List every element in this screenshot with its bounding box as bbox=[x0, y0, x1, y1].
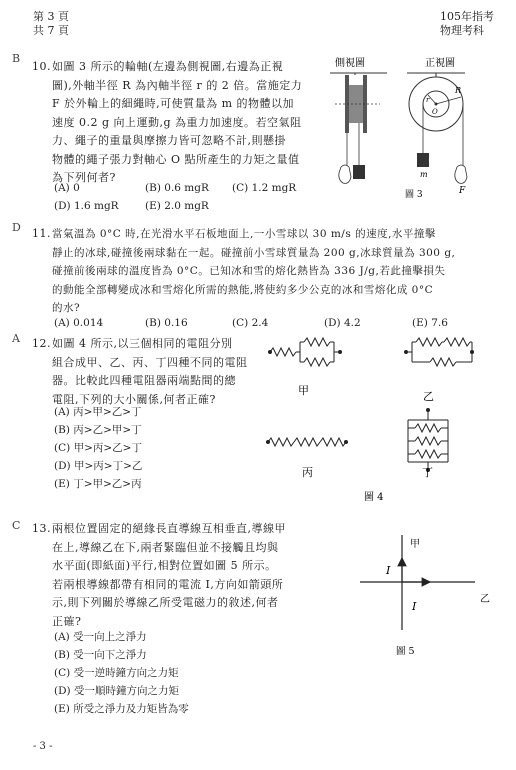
q10-line: 物體的繩子張力對軸心 O 點所產生的力矩之量值 bbox=[52, 152, 300, 166]
label-wire-jia: 甲 bbox=[410, 539, 420, 550]
q10-line: 力、繩子的重量與摩擦力皆可忽略不計,則懸掛 bbox=[52, 134, 286, 147]
q10-line: 圖),外軸半徑 R 為內軸半徑 r 的 2 倍。當施定力 bbox=[52, 78, 303, 92]
q13-line: 在上,導線乙在下,兩者緊臨但並不接觸且均與 bbox=[52, 540, 279, 554]
q13-option-e[interactable]: (E) 所受之淨力及力矩皆為零 bbox=[54, 703, 189, 715]
label-O: O bbox=[432, 108, 438, 116]
q13-question bbox=[52, 520, 352, 631]
front-view-mass-block bbox=[417, 153, 429, 167]
q13-option-b[interactable]: (B) 受一向下之淨力 bbox=[54, 649, 147, 661]
q10-option-c[interactable]: (C) 1.2 mgR bbox=[232, 182, 297, 194]
q12-option-b[interactable]: (B) 丙>乙>甲>丁 bbox=[54, 424, 142, 436]
label-ding: 丁 bbox=[422, 466, 433, 479]
figure-4-caption: 圖 4 bbox=[364, 492, 384, 503]
q12-question bbox=[52, 335, 282, 409]
label-m: m bbox=[420, 170, 428, 179]
q11-line: 的動能全部轉變成冰和雪熔化所需的熱能,將使約多少公克的冰和雪熔化成 0°C bbox=[52, 283, 434, 296]
label-jia: 甲 bbox=[298, 384, 309, 397]
hand-icon bbox=[455, 165, 467, 183]
q11-line: 當氣溫為 0°C 時,在光滑水平石板地面上,一小雪球以 30 m/s 的速度,水平撞擊 bbox=[52, 228, 436, 240]
side-view-mass-block bbox=[353, 165, 365, 179]
q13-line: 水平面(即紙面)平行,相對位置如圖 5 所示。 bbox=[52, 559, 277, 572]
q10-line: 速度 0.2 g 向上運動,g 為重力加速度。若空氣阻 bbox=[52, 115, 302, 129]
q13-line: 正確? bbox=[52, 614, 82, 628]
q13-line: 示,則下列關於導線乙所受電磁力的敘述,何者 bbox=[52, 596, 279, 609]
q10-option-d[interactable]: (D) 1.6 mgR bbox=[54, 200, 119, 212]
q12-option-a[interactable]: (A) 丙>甲>乙>丁 bbox=[54, 406, 142, 418]
q10-number: 10. bbox=[32, 60, 51, 73]
q11-option-d[interactable]: (D) 4.2 bbox=[324, 317, 361, 329]
q12-option-d[interactable]: (D) 甲>丙>丁>乙 bbox=[54, 460, 143, 472]
q11-question bbox=[52, 225, 502, 318]
footer-page-number: - 3 - bbox=[33, 741, 53, 752]
q13-answer-mark: C bbox=[12, 519, 21, 532]
subject-title: 物理考科 bbox=[440, 24, 484, 37]
q10-answer-mark: B bbox=[12, 52, 21, 65]
q10-option-e[interactable]: (E) 2.0 mgR bbox=[145, 200, 209, 212]
q13-options bbox=[54, 628, 189, 718]
figure-5-wires bbox=[360, 530, 500, 665]
label-r: r bbox=[426, 96, 430, 104]
q10-line: 如圖 3 所示的輪軸(左邊為側視圖,右邊為正視 bbox=[52, 60, 284, 73]
q10-line: F 於外輪上的細繩時,可使質量為 m 的物體以加 bbox=[52, 97, 295, 110]
q11-line: 靜止的冰球,碰撞後兩球黏在一起。碰撞前小雪球質量為 200 g,冰球質量為 300 g, bbox=[52, 246, 456, 259]
q12-option-c[interactable]: (C) 甲>丙>乙>丁 bbox=[54, 442, 142, 454]
figure-5-caption: 圖 5 bbox=[396, 646, 415, 657]
q11-line: 碰撞前後兩球的溫度皆為 0°C。已知冰和雪的熔化熱皆為 336 J/g,若此撞擊損失 bbox=[52, 265, 446, 277]
q11-option-b[interactable]: (B) 0.16 bbox=[145, 317, 188, 329]
q12-line: 如圖 4 所示,以三個相同的電阻分別 bbox=[52, 337, 233, 350]
q10-line: 為下列何者? bbox=[52, 171, 116, 184]
q10-option-a[interactable]: (A) 0 bbox=[54, 182, 80, 194]
label-F: F bbox=[459, 186, 466, 196]
label-current-yi: I bbox=[412, 600, 417, 613]
label-wire-yi: 乙 bbox=[480, 594, 490, 605]
q11-number: 11. bbox=[32, 227, 51, 240]
resistor-network-yi bbox=[404, 338, 474, 366]
hand-icon bbox=[339, 165, 351, 183]
resistor-network-bing bbox=[266, 438, 348, 446]
resistor-network-ding bbox=[408, 408, 448, 472]
q12-options bbox=[54, 403, 142, 493]
q11-option-e[interactable]: (E) 7.6 bbox=[412, 317, 448, 329]
label-R: R bbox=[455, 86, 462, 95]
resistor-network-jia bbox=[268, 338, 342, 366]
q11-option-c[interactable]: (C) 2.4 bbox=[232, 317, 269, 329]
q12-number: 12. bbox=[32, 337, 51, 350]
q13-line: 若兩根導線都帶有相同的電流 I,方向如箭頭所 bbox=[52, 577, 284, 591]
label-current-jia: I bbox=[386, 564, 391, 577]
q10-option-b[interactable]: (B) 0.6 mgR bbox=[145, 182, 209, 194]
q13-number: 13. bbox=[32, 522, 51, 535]
q12-answer-mark: A bbox=[12, 332, 20, 345]
q12-option-e[interactable]: (E) 丁>甲>乙>丙 bbox=[54, 478, 142, 490]
figure-4-resistors bbox=[258, 330, 478, 505]
q12-line: 電阻,下列的大小關係,何者正確? bbox=[52, 392, 216, 406]
q10-question bbox=[52, 58, 322, 188]
side-view-label: 側視圖 bbox=[335, 58, 365, 69]
q11-line: 的水? bbox=[52, 302, 81, 314]
label-yi: 乙 bbox=[423, 390, 434, 403]
q13-option-d[interactable]: (D) 受一順時鐘方向之力矩 bbox=[54, 685, 179, 697]
q12-line: 器。比較此四種電阻器兩端點間的總 bbox=[52, 374, 236, 387]
figure-3-caption: 圖 3 bbox=[405, 190, 423, 200]
front-view-label: 正視圖 bbox=[425, 58, 455, 69]
q11-option-a[interactable]: (A) 0.014 bbox=[54, 317, 104, 329]
figure-3-wheel-axle bbox=[325, 55, 475, 205]
q13-line: 兩根位置固定的絕緣長直導線互相垂直,導線甲 bbox=[52, 522, 286, 535]
q13-option-c[interactable]: (C) 受一逆時鐘方向之力矩 bbox=[54, 667, 179, 679]
q11-answer-mark: D bbox=[12, 221, 21, 234]
label-bing: 丙 bbox=[302, 466, 313, 479]
q13-option-a[interactable]: (A) 受一向上之淨力 bbox=[54, 631, 147, 643]
exam-title: 105年指考 bbox=[440, 10, 494, 23]
page-number-label: 第 3 頁 bbox=[33, 10, 69, 23]
total-pages-label: 共 7 頁 bbox=[33, 24, 69, 37]
q12-line: 組合成甲、乙、丙、丁四種不同的電阻 bbox=[52, 355, 248, 369]
